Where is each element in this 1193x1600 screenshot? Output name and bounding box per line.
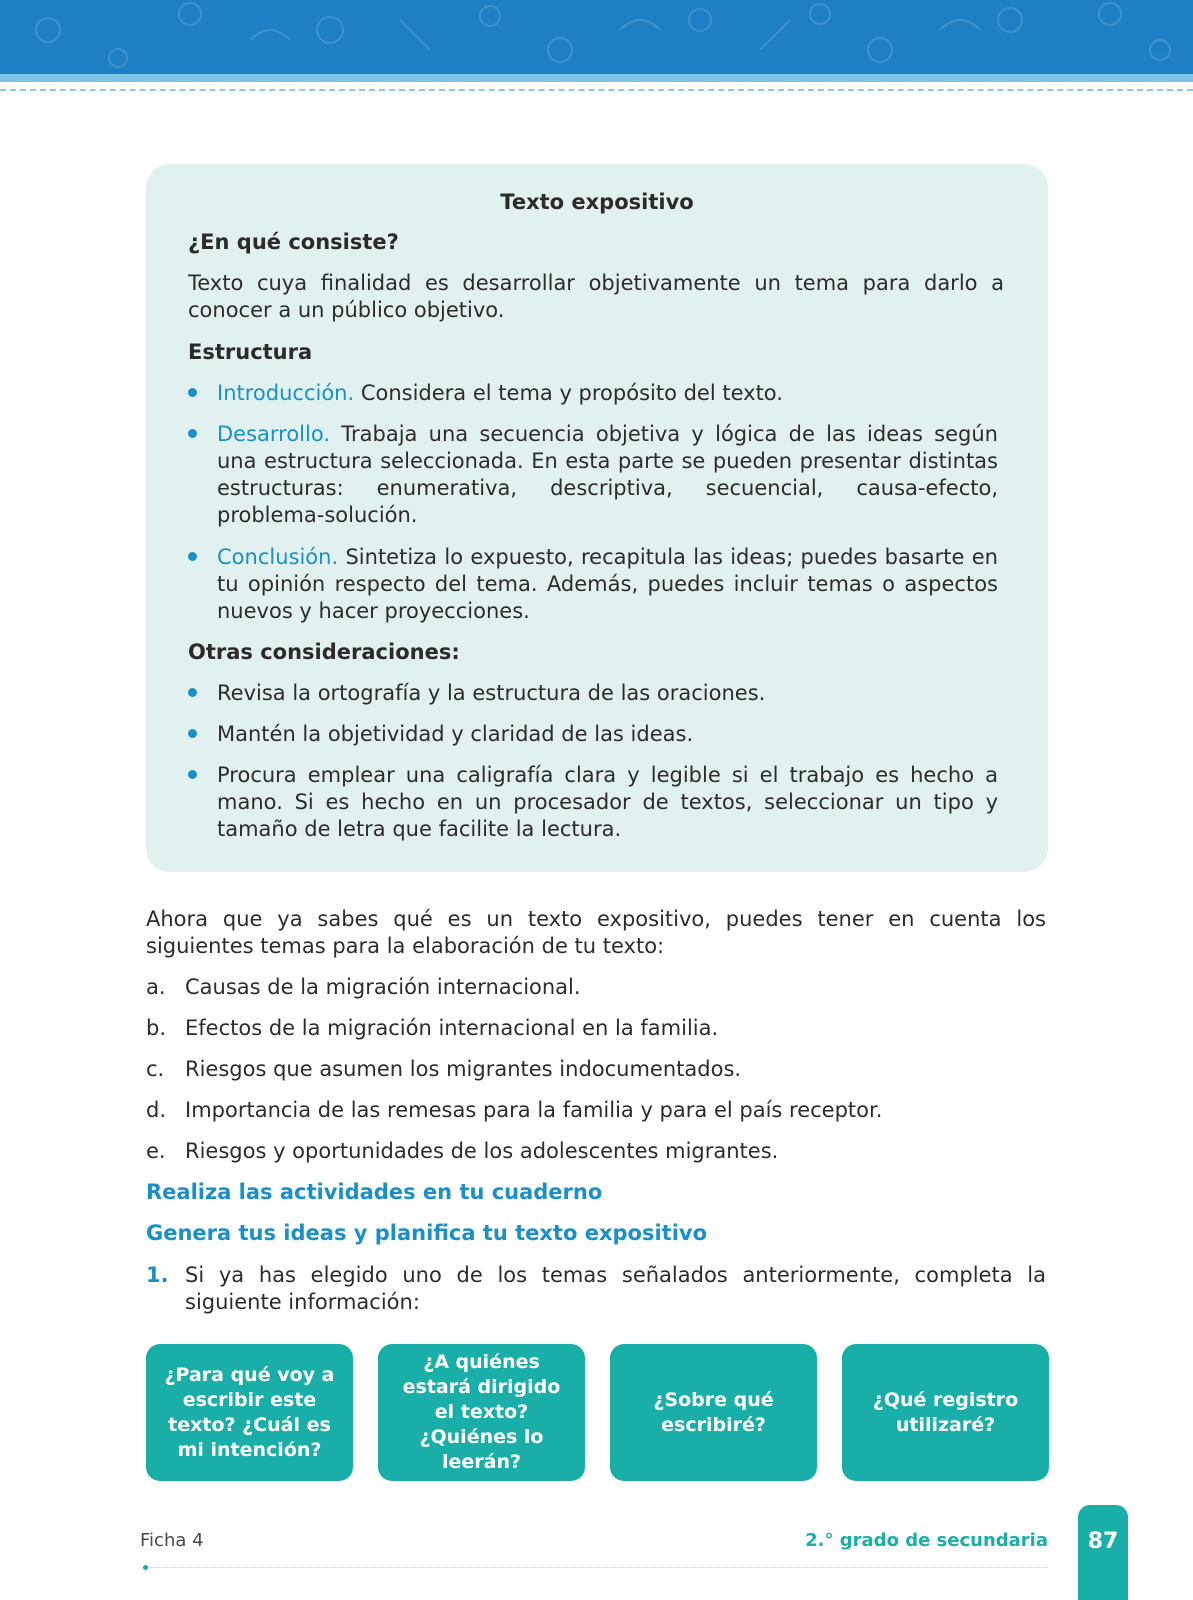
other-item xyxy=(188,762,998,843)
topic-letter: a. xyxy=(146,975,166,999)
page-number: 87 xyxy=(1087,1529,1119,1554)
card-text: ¿Para qué voy a escribir este texto? ¿Cuál es mi intención? xyxy=(164,1363,335,1461)
bullet-dot xyxy=(188,688,197,697)
info-box xyxy=(146,164,1048,872)
topic-letter: c. xyxy=(146,1057,165,1081)
topic-item xyxy=(146,1138,1046,1165)
card-text: ¿Qué registro utilizaré? xyxy=(872,1388,1019,1436)
header-banner xyxy=(0,0,1193,74)
structure-keyword: Desarrollo. xyxy=(217,422,331,446)
footer-dot xyxy=(143,1565,148,1570)
bullet-dot xyxy=(188,729,197,738)
header-doodles xyxy=(0,0,1193,74)
structure-item-desarrollo xyxy=(188,421,998,529)
header-stripe xyxy=(0,74,1193,82)
step-number: 1. xyxy=(146,1263,169,1287)
other-item xyxy=(188,680,998,707)
definition-text: Texto cuya finalidad es desarrollar objetivamente un tema para darlo a conocer a un público objetivo. xyxy=(188,271,1004,322)
question-card-purpose xyxy=(146,1344,353,1481)
structure-text: Sintetiza lo expuesto, recapitula las ideas; puedes basarte en tu opinión respecto del tema. Además, puedes incluir temas o aspectos nuevos y hacer proyecciones. xyxy=(217,545,998,623)
question-heading: ¿En qué consiste? xyxy=(188,230,399,254)
question-card-register xyxy=(842,1344,1049,1481)
intro-paragraph: Ahora que ya sabes qué es un texto expositivo, puedes tener en cuenta los siguientes temas para la elaboración de tu texto: xyxy=(146,907,1046,958)
footer-divider xyxy=(145,1567,1048,1568)
topic-text: Causas de la migración internacional. xyxy=(185,975,581,999)
other-item xyxy=(188,721,998,748)
question-card-audience xyxy=(378,1344,585,1481)
page-number-tab xyxy=(1078,1505,1128,1600)
card-text: ¿Sobre qué escribiré? xyxy=(653,1388,774,1436)
question-card-topic xyxy=(610,1344,817,1481)
step-1 xyxy=(146,1262,1046,1316)
structure-keyword: Introducción. xyxy=(217,381,355,405)
header-dashed-line xyxy=(0,89,1193,91)
plan-heading: Genera tus ideas y planifica tu texto expositivo xyxy=(146,1221,708,1245)
step-text: Si ya has elegido uno de los temas señalados anteriormente, completa la siguiente información: xyxy=(185,1263,1046,1314)
other-item-text: Revisa la ortografía y la estructura de las oraciones. xyxy=(217,681,766,705)
other-item-text: Procura emplear una caligrafía clara y legible si el trabajo es hecho a mano. Si es hecho en un procesador de textos, seleccionar un tipo y tamaño de letra que facilite la lectura. xyxy=(217,763,998,841)
footer-ficha: Ficha 4 xyxy=(140,1530,204,1551)
structure-keyword: Conclusión. xyxy=(217,545,339,569)
bullet-dot xyxy=(188,429,197,438)
topic-letter: e. xyxy=(146,1139,166,1163)
other-considerations-heading: Otras consideraciones: xyxy=(188,640,460,664)
card-text: ¿A quiénes estará dirigido el texto? ¿Quiénes lo leerán? xyxy=(402,1351,561,1473)
other-item-text: Mantén la objetividad y claridad de las ideas. xyxy=(217,722,694,746)
topic-item xyxy=(146,1015,1046,1042)
box-title: Texto expositivo xyxy=(500,190,694,214)
bullet-dot xyxy=(188,552,197,561)
activities-heading: Realiza las actividades en tu cuaderno xyxy=(146,1180,603,1204)
bullet-dot xyxy=(188,770,197,779)
topic-text: Riesgos y oportunidades de los adolescentes migrantes. xyxy=(185,1139,779,1163)
structure-text: Trabaja una secuencia objetiva y lógica de las ideas según una estructura seleccionada. En esta parte se pueden presentar distintas estructuras: enumerativa, descriptiva, secuencial, causa-efecto, problema-solución. xyxy=(217,422,998,527)
structure-text: Considera el tema y propósito del texto. xyxy=(354,381,783,405)
footer-grade: 2.° grado de secundaria xyxy=(805,1530,1048,1551)
topic-text: Riesgos que asumen los migrantes indocumentados. xyxy=(185,1057,742,1081)
topic-text: Efectos de la migración internacional en la familia. xyxy=(185,1016,719,1040)
topic-item xyxy=(146,974,1046,1001)
structure-heading: Estructura xyxy=(188,340,313,364)
topic-item xyxy=(146,1056,1046,1083)
topic-text: Importancia de las remesas para la familia y para el país receptor. xyxy=(185,1098,883,1122)
structure-item-conclusion xyxy=(188,544,998,625)
structure-item-introduccion xyxy=(188,380,998,407)
topic-letter: d. xyxy=(146,1098,167,1122)
topic-item xyxy=(146,1097,1046,1124)
topic-letter: b. xyxy=(146,1016,167,1040)
bullet-dot xyxy=(188,388,197,397)
